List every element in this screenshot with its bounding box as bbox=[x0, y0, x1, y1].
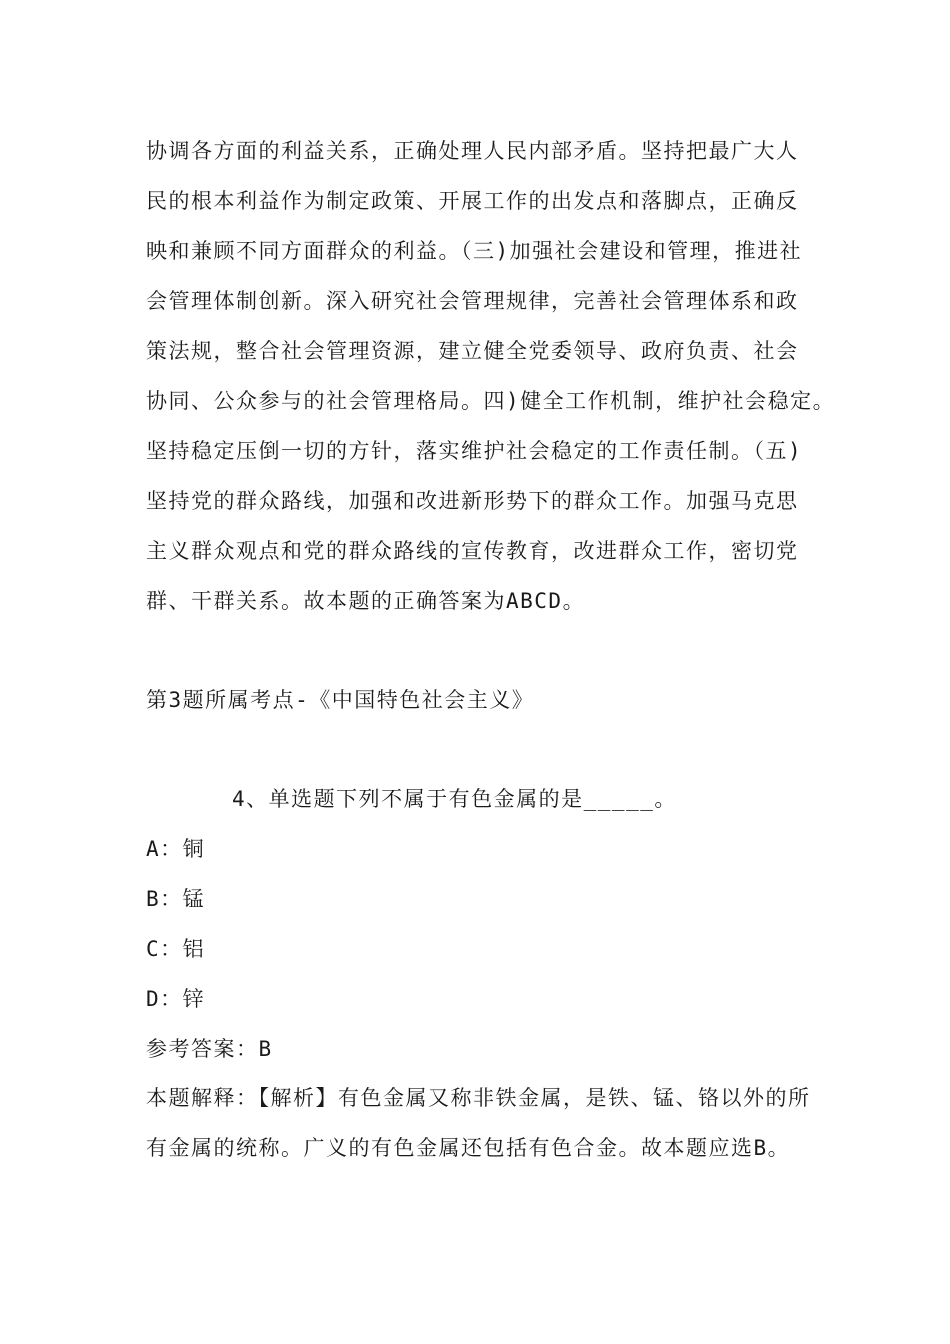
question-3-exam-point: 第3题所属考点-《中国特色社会主义》 bbox=[146, 688, 535, 712]
paragraph-line: 会管理体制创新。深入研究社会管理规律，完善社会管理体系和政 bbox=[146, 289, 799, 313]
option-a: A：铜 bbox=[146, 837, 206, 861]
option-d: D：锌 bbox=[146, 987, 206, 1011]
paragraph-line: 协同、公众参与的社会管理格局。四)健全工作机制，维护社会稳定。 bbox=[146, 389, 836, 413]
explanation-line: 本题解释：【解析】有色金属又称非铁金属，是铁、锰、铬以外的所 bbox=[146, 1086, 811, 1110]
option-c: C：铝 bbox=[146, 937, 206, 961]
reference-answer: 参考答案：B bbox=[146, 1037, 273, 1061]
paragraph-line: 民的根本利益作为制定政策、开展工作的出发点和落脚点，正确反 bbox=[146, 189, 799, 213]
question-4-stem: 4、单选题下列不属于有色金属的是_____。 bbox=[232, 787, 677, 811]
paragraph-line: 协调各方面的利益关系，正确处理人民内部矛盾。坚持把最广大人 bbox=[146, 139, 799, 163]
paragraph-line: 主义群众观点和党的群众路线的宣传教育，改进群众工作，密切党 bbox=[146, 539, 799, 563]
paragraph-line: 策法规，整合社会管理资源，建立健全党委领导、政府负责、社会 bbox=[146, 339, 799, 363]
explanation-line: 有金属的统称。广义的有色金属还包括有色合金。故本题应选B。 bbox=[146, 1136, 791, 1160]
paragraph-line: 映和兼顾不同方面群众的利益。（三)加强社会建设和管理，推进社 bbox=[146, 239, 803, 263]
paragraph-line: 坚持稳定压倒一切的方针，落实维护社会稳定的工作责任制。（五) bbox=[146, 439, 803, 463]
paragraph-line: 群、干群关系。故本题的正确答案为ABCD。 bbox=[146, 589, 586, 613]
option-b: B：锰 bbox=[146, 887, 206, 911]
paragraph-line: 坚持党的群众路线，加强和改进新形势下的群众工作。加强马克思 bbox=[146, 489, 799, 513]
